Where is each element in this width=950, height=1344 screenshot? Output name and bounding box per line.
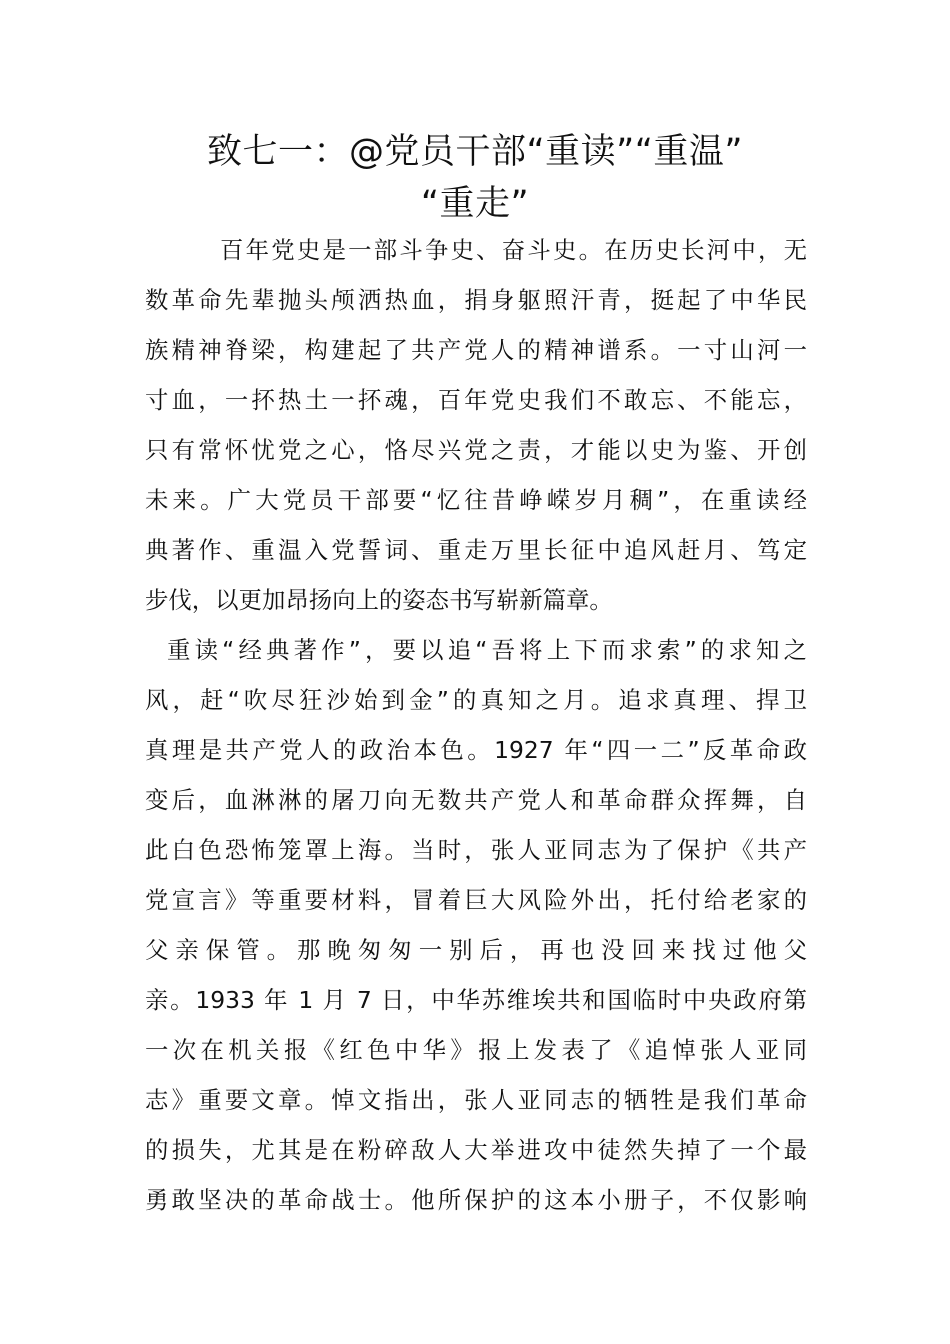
text-line: 变后，血淋淋的屠刀向无数共产党人和革命群众挥舞，自 <box>145 786 807 814</box>
paragraph-2 <box>145 625 807 1225</box>
text-line: 此白色恐怖笼罩上海。当时，张人亚同志为了保护《共产 <box>145 836 807 864</box>
text-line: 寸血，一抔热土一抔魂，百年党史我们不敢忘、不能忘， <box>145 386 807 414</box>
text-line: 步伐，以更加昂扬向上的姿态书写崭新篇章。 <box>145 586 613 614</box>
text-line: 族精神脊梁，构建起了共产党人的精神谱系。一寸山河一 <box>145 336 807 364</box>
text-line: 党宣言》等重要材料，冒着巨大风险外出，托付给老家的 <box>145 886 807 914</box>
text-line: 真理是共产党人的政治本色。1927 年“四一二”反革命政 <box>145 736 807 764</box>
text-line: 数革命先辈抛头颅洒热血，捐身躯照汗青，挺起了中华民 <box>145 286 807 314</box>
text-line: 勇敢坚决的革命战士。他所保护的这本小册子，不仅影响 <box>145 1186 807 1214</box>
text-line: 百年党史是一部斗争史、奋斗史。在历史长河中，无 <box>220 236 807 264</box>
text-line: 亲。1933 年 1 月 7 日，中华苏维埃共和国临时中央政府第 <box>145 986 807 1014</box>
text-line: 典著作、重温入党誓词、重走万里长征中追风赶月、笃定 <box>145 536 807 564</box>
text-line: 一次在机关报《红色中华》报上发表了《追悼张人亚同 <box>145 1036 807 1064</box>
text-line: 父亲保管。那晚匆匆一别后，再也没回来找过他父 <box>145 936 807 964</box>
document-title <box>145 126 805 230</box>
document-body <box>145 225 807 1225</box>
text-line: 的损失，尤其是在粉碎敌人大举进攻中徒然失掉了一个最 <box>145 1136 807 1164</box>
title-line-1: 致七一：@党员干部“重读”“重温” <box>206 132 744 172</box>
text-line: 未来。广大党员干部要“忆往昔峥嵘岁月稠”，在重读经 <box>145 486 807 514</box>
text-line: 风，赶“吹尽狂沙始到金”的真知之月。追求真理、捍卫 <box>145 686 807 714</box>
title-line-2: “重走” <box>420 184 530 224</box>
paragraph-1 <box>145 225 807 625</box>
text-line: 志》重要文章。悼文指出，张人亚同志的牺牲是我们革命 <box>145 1086 807 1114</box>
text-line: 只有常怀忧党之心，恪尽兴党之责，才能以史为鉴、开创 <box>145 436 807 464</box>
text-line: 重读“经典著作”，要以追“吾将上下而求索”的求知之 <box>167 636 807 664</box>
